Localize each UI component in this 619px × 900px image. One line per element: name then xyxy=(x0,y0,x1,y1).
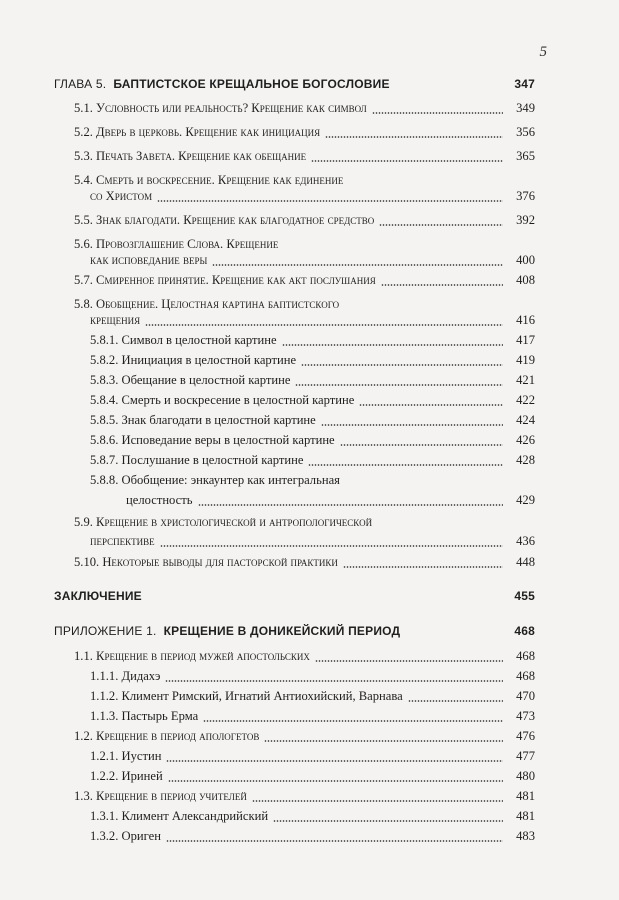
entry-title: 1.1.1. Дидахэ xyxy=(90,669,161,683)
page-ref: 477 xyxy=(516,749,535,763)
chapter-title xyxy=(54,76,392,92)
toc-entry[interactable] xyxy=(0,172,619,188)
page-ref: 470 xyxy=(516,689,535,703)
appendix-title-text: КРЕЩЕНИЕ В ДОНИКЕЙСКИЙ ПЕРИОД xyxy=(163,624,401,638)
appendix-prefix: ПРИЛОЖЕНИЕ 1. xyxy=(54,624,157,638)
page-ref: 365 xyxy=(516,149,535,163)
toc-entry-continuation[interactable] xyxy=(0,188,619,204)
page-ref: 392 xyxy=(516,213,535,227)
leader-dots xyxy=(325,136,503,138)
toc-entry[interactable] xyxy=(0,708,619,724)
entry-title: 1.3.2. Ориген xyxy=(90,829,161,843)
entry-title: 5.6. Провозглашение Слова. Крещение xyxy=(74,237,279,251)
entry-title: 5.8.3. Обещание в целостной картине xyxy=(90,373,291,387)
entry-title: 5.8.6. Исповедание веры в целостной картине xyxy=(90,433,335,447)
page-ref: 448 xyxy=(516,555,535,569)
leader-dots xyxy=(372,112,503,114)
toc-entry[interactable] xyxy=(0,296,619,312)
leader-dots xyxy=(321,424,503,426)
toc-entry[interactable] xyxy=(0,236,619,252)
toc-entry[interactable] xyxy=(0,432,619,448)
page-ref: 483 xyxy=(516,829,535,843)
toc-entry[interactable] xyxy=(0,272,619,288)
page-ref: 481 xyxy=(516,789,535,803)
entry-title: 5.9. Крещение в христологической и антропологической xyxy=(74,515,373,529)
entry-title: 5.8.4. Смерть и воскресение в целостной картине xyxy=(90,393,355,407)
page-ref: 417 xyxy=(516,333,535,347)
leader-dots xyxy=(166,840,503,842)
chapter-title-text: БАПТИСТСКОЕ КРЕЩАЛЬНОЕ БОГОСЛОВИЕ xyxy=(113,77,390,91)
page-ref: 347 xyxy=(514,77,535,91)
leader-dots xyxy=(198,504,503,506)
leader-dots xyxy=(308,464,503,466)
toc-entry-continuation[interactable] xyxy=(0,533,619,549)
entry-title: 1.2.1. Иустин xyxy=(90,749,162,763)
toc-entry[interactable] xyxy=(0,100,619,116)
toc-entry[interactable] xyxy=(0,828,619,844)
leader-dots xyxy=(168,780,503,782)
entry-title-continuation: перспективе xyxy=(90,534,155,548)
page-ref: 429 xyxy=(516,493,535,507)
toc-entry[interactable] xyxy=(0,554,619,570)
entry-title: 1.2.2. Ириней xyxy=(90,769,163,783)
toc-entry[interactable] xyxy=(0,452,619,468)
page-ref: 468 xyxy=(514,624,535,638)
toc-appendix-heading[interactable] xyxy=(0,623,619,639)
leader-dots xyxy=(359,404,503,406)
entry-title-continuation: крещения xyxy=(90,313,141,327)
page-ref: 468 xyxy=(516,669,535,683)
entry-title-continuation: со Христом xyxy=(90,189,153,203)
page-number: 5 xyxy=(539,44,547,60)
toc-entry[interactable] xyxy=(0,332,619,348)
toc-entry[interactable] xyxy=(0,688,619,704)
toc-entry[interactable] xyxy=(0,412,619,428)
entry-title: 5.5. Знак благодати. Крещение как благодатное средство xyxy=(74,213,375,227)
toc-entry-continuation[interactable] xyxy=(0,252,619,268)
toc-entry[interactable] xyxy=(0,148,619,164)
leader-dots xyxy=(264,740,503,742)
leader-dots xyxy=(301,364,503,366)
entry-title: 1.3. Крещение в период учителей xyxy=(74,789,247,803)
toc-entry[interactable] xyxy=(0,788,619,804)
page-ref: 480 xyxy=(516,769,535,783)
page-ref: 356 xyxy=(516,125,535,139)
page-ref: 476 xyxy=(516,729,535,743)
page-ref: 455 xyxy=(514,589,535,603)
leader-dots xyxy=(282,344,503,346)
entry-title: 5.8.7. Послушание в целостной картине xyxy=(90,453,304,467)
appendix-title xyxy=(54,623,402,639)
page-ref: 349 xyxy=(516,101,535,115)
toc-entry[interactable] xyxy=(0,768,619,784)
page-ref: 376 xyxy=(516,189,535,203)
toc-entry[interactable] xyxy=(0,648,619,664)
page-ref: 426 xyxy=(516,433,535,447)
leader-dots xyxy=(408,700,503,702)
page-ref: 422 xyxy=(516,393,535,407)
leader-dots xyxy=(203,720,503,722)
leader-dots xyxy=(381,284,503,286)
leader-dots xyxy=(379,224,503,226)
page-ref: 416 xyxy=(516,313,535,327)
toc-entry[interactable] xyxy=(0,668,619,684)
leader-dots xyxy=(343,566,503,568)
toc-conclusion[interactable] xyxy=(0,588,619,604)
leader-dots xyxy=(166,760,503,762)
leader-dots xyxy=(212,264,503,266)
entry-title: 5.8.8. Обобщение: энкаунтер как интегральная xyxy=(90,473,340,487)
toc-entry[interactable] xyxy=(0,808,619,824)
entry-title: 1.3.1. Климент Александрийский xyxy=(90,809,269,823)
page-ref: 428 xyxy=(516,453,535,467)
leader-dots xyxy=(273,820,503,822)
toc-entry[interactable] xyxy=(0,472,619,488)
entry-title: 5.2. Дверь в церковь. Крещение как инициация xyxy=(74,125,321,139)
entry-title: 5.3. Печать Завета. Крещение как обещание xyxy=(74,149,307,163)
entry-title-continuation: как исповедание веры xyxy=(90,253,208,267)
toc-entry[interactable] xyxy=(0,212,619,228)
chapter-prefix: ГЛАВА 5. xyxy=(54,77,107,91)
leader-dots xyxy=(160,545,503,547)
toc-chapter-heading[interactable] xyxy=(0,76,619,92)
toc-entry[interactable] xyxy=(0,392,619,408)
leader-dots xyxy=(311,160,503,162)
toc-entry[interactable] xyxy=(0,124,619,140)
entry-title: 5.7. Смиренное принятие. Крещение как акт послушания xyxy=(74,273,376,287)
toc-entry[interactable] xyxy=(0,514,619,530)
page-ref: 481 xyxy=(516,809,535,823)
leader-dots xyxy=(157,200,503,202)
toc-entry[interactable] xyxy=(0,748,619,764)
entry-title: 1.1.2. Климент Римский, Игнатий Антиохийский, Варнава xyxy=(90,689,403,703)
entry-title: 5.10. Некоторые выводы для пасторской практики xyxy=(74,555,338,569)
page-ref: 419 xyxy=(516,353,535,367)
toc-entry[interactable] xyxy=(0,352,619,368)
entry-title: 5.8.2. Инициация в целостной картине xyxy=(90,353,297,367)
page-ref: 424 xyxy=(516,413,535,427)
toc-entry[interactable] xyxy=(0,372,619,388)
leader-dots xyxy=(145,324,503,326)
leader-dots xyxy=(165,680,503,682)
toc-entry-continuation[interactable] xyxy=(0,312,619,328)
page-ref: 468 xyxy=(516,649,535,663)
page-ref: 400 xyxy=(516,253,535,267)
leader-dots xyxy=(252,800,503,802)
entry-title: 5.1. Условность или реальность? Крещение как символ xyxy=(74,101,367,115)
entry-title: 1.1. Крещение в период мужей апостольских xyxy=(74,649,310,663)
entry-title: 5.8.1. Символ в целостной картине xyxy=(90,333,277,347)
page-ref: 473 xyxy=(516,709,535,723)
toc-entry[interactable] xyxy=(0,728,619,744)
leader-dots xyxy=(340,444,503,446)
entry-title: 1.1.3. Пастырь Ерма xyxy=(90,709,199,723)
entry-title-continuation: целостность xyxy=(126,493,193,507)
conclusion-title: ЗАКЛЮЧЕНИЕ xyxy=(54,589,142,603)
entry-title: 5.4. Смерть и воскресение. Крещение как единение xyxy=(74,173,344,187)
leader-dots xyxy=(315,660,503,662)
page-ref: 421 xyxy=(516,373,535,387)
entry-title: 5.8. Обобщение. Целостная картина баптистского xyxy=(74,297,340,311)
toc-entry-continuation[interactable] xyxy=(0,492,619,508)
leader-dots xyxy=(295,384,503,386)
entry-title: 1.2. Крещение в период апологетов xyxy=(74,729,260,743)
entry-title: 5.8.5. Знак благодати в целостной картине xyxy=(90,413,316,427)
page-ref: 436 xyxy=(516,534,535,548)
page-ref: 408 xyxy=(516,273,535,287)
